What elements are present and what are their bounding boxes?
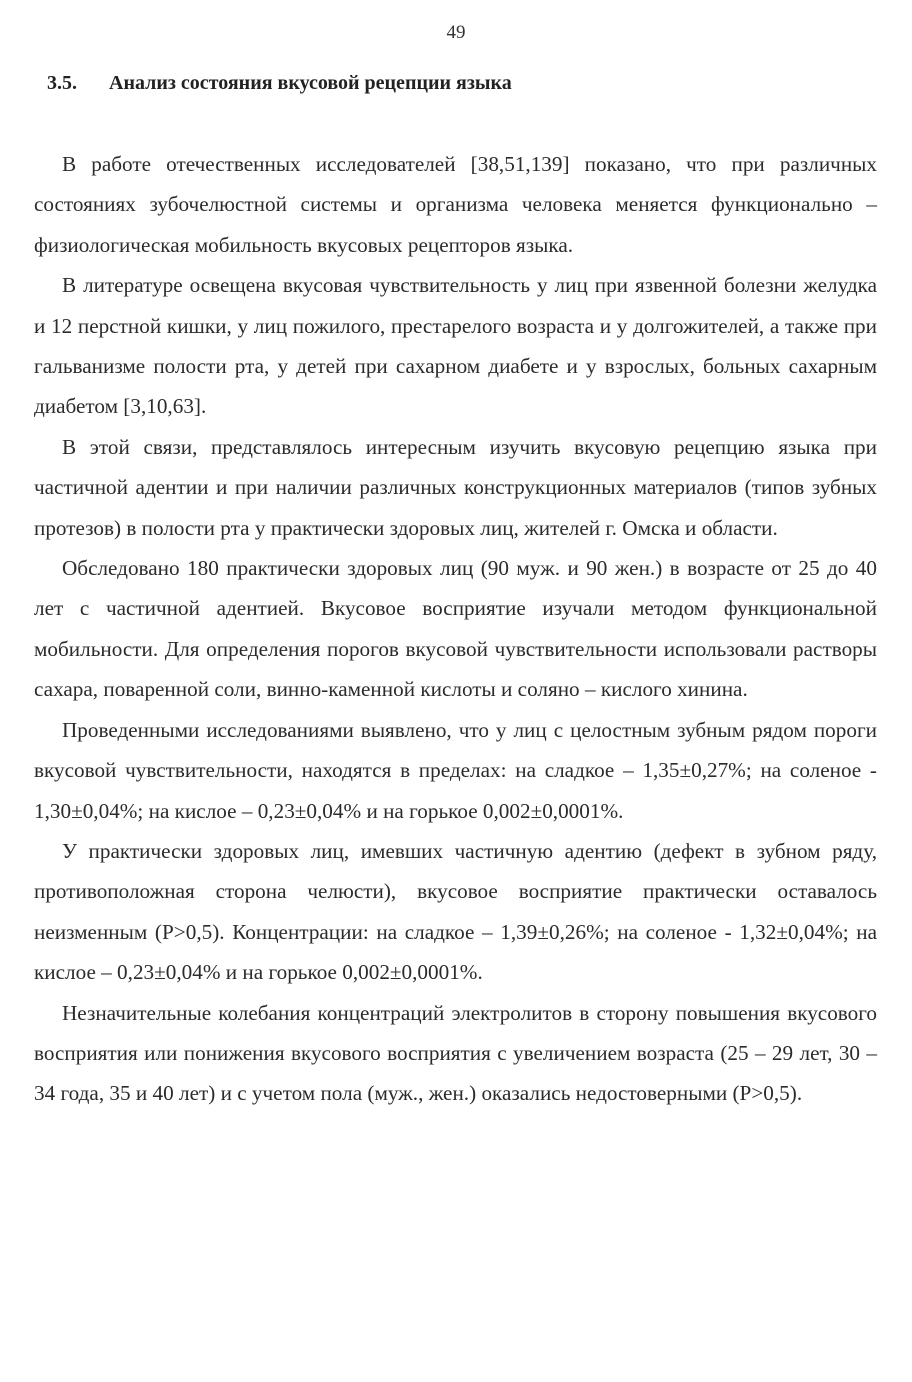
paragraph: Проведенными исследованиями выявлено, что у лиц с целостным зубным рядом пороги вкусовой чувствительности, находятся в пределах: на сладкое – 1,35±0,27%; на соленое - 1,30±0,04%; на кислое – 0,23±0,04% и на горькое 0,002±0,0001%. xyxy=(34,717,877,823)
paragraph: В работе отечественных исследователей [38,51,139] показано, что при различных состояниях зубочелюстной системы и организма человека меняется функционально – физиологическая мобильность вкусовых рецепторов языка. xyxy=(34,152,877,257)
paragraph: В литературе освещена вкусовая чувствительность у лиц при язвенной болезни желудка и 12 перстной кишки, у лиц пожилого, престарелого возраста и у долгожителей, а также при гальванизме полости рта, у детей при сахарном диабете и у взрослых, больных сахарным диабетом [3,10,63]. xyxy=(34,273,877,419)
page-number: 49 xyxy=(446,22,466,43)
paragraph: В этой связи, представлялось интересным изучить вкусовую рецепцию языка при частичной адентии и при наличии различных конструкционных материалов (типов зубных протезов) в полости рта у практически здоровых лиц, жителей г. Омска и области. xyxy=(34,434,877,540)
paragraph: Незначительные колебания концентраций электролитов в сторону повышения вкусового восприятия или понижения вкусового восприятия с увеличением возраста (25 – 29 лет, 30 – 34 года, 35 и 40 лет) и с учетом пола (муж., жен.) оказались недостоверными (Р>0,5). xyxy=(34,1000,877,1106)
section-heading xyxy=(47,72,512,95)
section-title: Анализ состояния вкусовой рецепции языка xyxy=(109,72,512,94)
body-text xyxy=(34,144,877,1114)
paragraph: У практически здоровых лиц, имевших частичную адентию (дефект в зубном ряду, противоположная сторона челюсти), вкусовое восприятие практически оставалось неизменным (Р>0,5). Концентрации: на сладкое – 1,39±0,26%; на соленое - 1,32±0,04%; на кислое – 0,23±0,04% и на горькое 0,002±0,0001%. xyxy=(34,838,877,985)
paragraph: Обследовано 180 практически здоровых лиц (90 муж. и 90 жен.) в возрасте от 25 до 40 лет с частичной адентией. Вкусовое восприятие изучали методом функциональной мобильности. Для определения порогов вкусовой чувствительности использовали растворы сахара, поваренной соли, винно-каменной кислоты и соляно – кислого хинина. xyxy=(34,556,877,702)
section-number: 3.5. xyxy=(47,72,77,94)
